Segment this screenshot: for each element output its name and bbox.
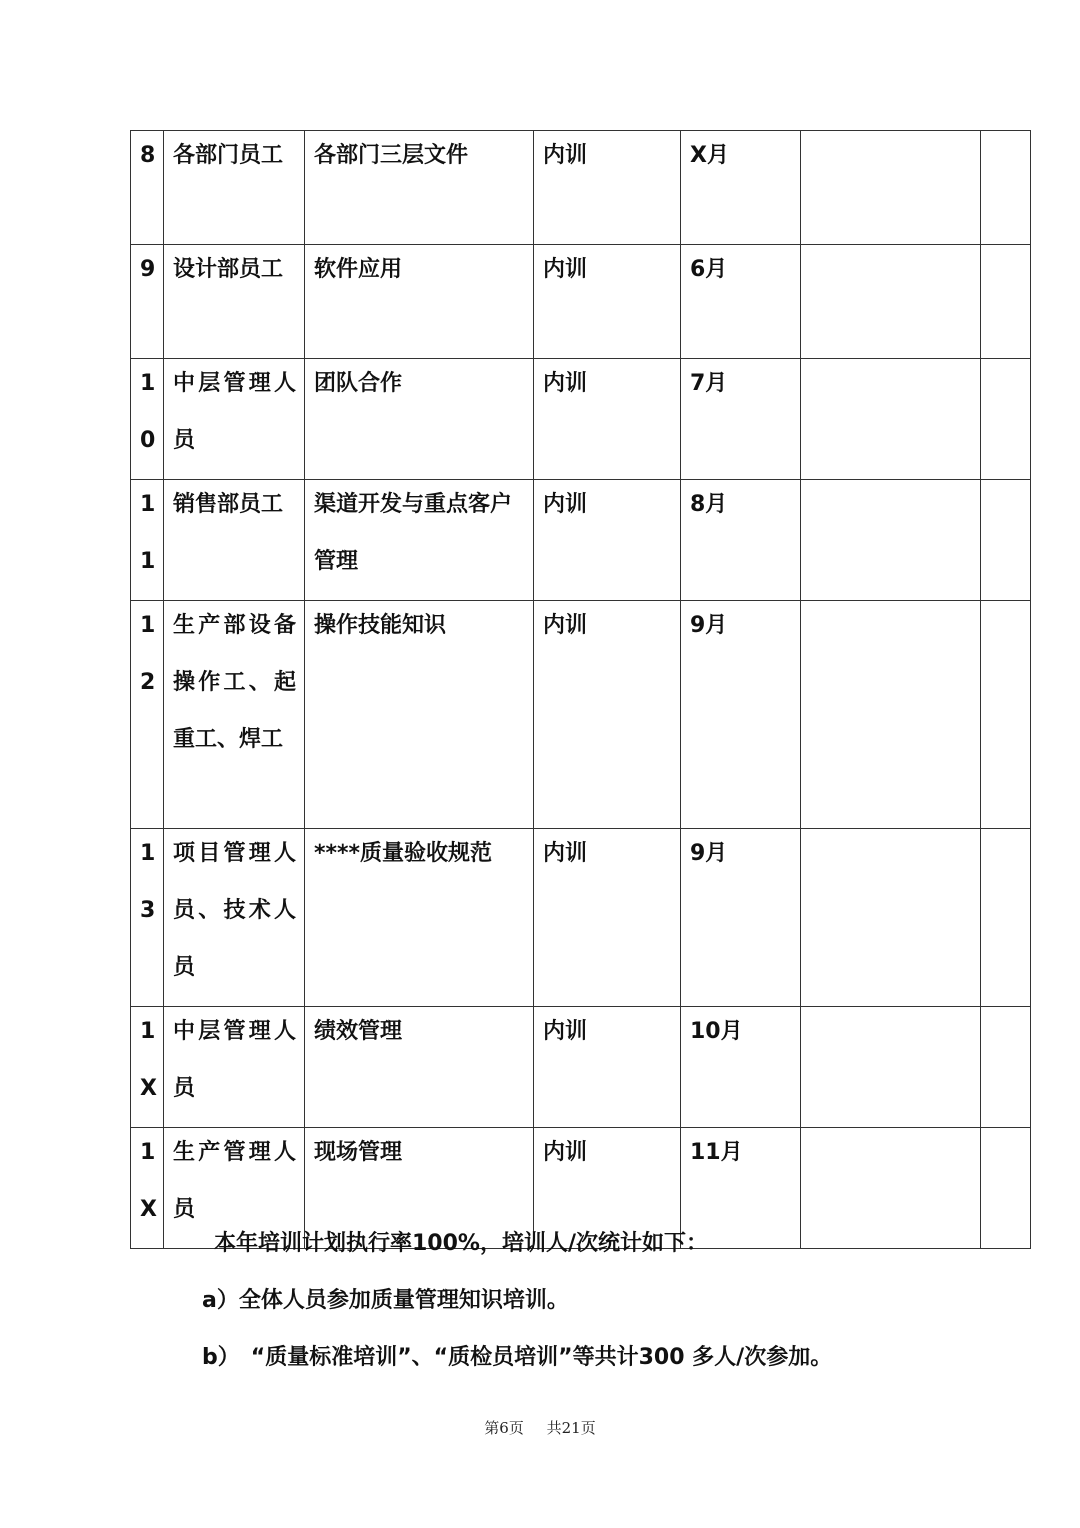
row-number-cell <box>131 601 164 829</box>
row-number-cell-text: 8 <box>140 143 156 168</box>
participants-cell-text: 生产管理人员 <box>173 1140 296 1222</box>
topic-cell-text: 各部门三层文件 <box>314 143 469 168</box>
empty-cell <box>801 359 981 480</box>
table-row <box>131 1007 1031 1128</box>
topic-cell-text: 绩效管理 <box>314 1019 403 1044</box>
month-cell-text: 9月 <box>690 841 728 866</box>
row-number-cell <box>131 480 164 601</box>
empty-cell <box>981 1007 1031 1128</box>
empty-cell <box>981 601 1031 829</box>
page-total: 共21页 <box>546 1419 596 1437</box>
participants-cell <box>164 1007 305 1128</box>
month-cell <box>681 245 801 359</box>
list-item-a: a）全体人员参加质量管理知识培训。 <box>202 1288 569 1313</box>
empty-cell <box>981 1128 1031 1249</box>
training-type-cell-text: 内训 <box>543 371 588 396</box>
participants-cell <box>164 359 305 480</box>
month-cell-text: X月 <box>690 143 729 168</box>
participants-cell-text: 各部门员工 <box>173 143 284 168</box>
row-number-cell-text: 1X <box>140 1140 157 1222</box>
participants-cell-text: 中层管理人员 <box>173 1019 296 1101</box>
participants-cell <box>164 480 305 601</box>
participants-cell-text: 项目管理人员、技术人员 <box>173 841 296 980</box>
training-type-cell-text: 内训 <box>543 492 588 517</box>
participants-cell <box>164 131 305 245</box>
row-number-cell-text: 11 <box>140 492 156 574</box>
page-number: 第6页 <box>484 1419 524 1437</box>
empty-cell <box>981 245 1031 359</box>
page-footer <box>0 1417 1080 1438</box>
topic-cell <box>305 359 534 480</box>
training-type-cell <box>534 829 681 1007</box>
row-number-cell <box>131 1128 164 1249</box>
table-body <box>131 131 1031 1249</box>
empty-cell <box>801 245 981 359</box>
topic-cell-text: 软件应用 <box>314 257 403 282</box>
month-cell-text: 10月 <box>690 1019 743 1044</box>
row-number-cell <box>131 359 164 480</box>
month-cell-text: 7月 <box>690 371 728 396</box>
participants-cell <box>164 245 305 359</box>
topic-cell <box>305 245 534 359</box>
row-number-cell-text: 1X <box>140 1019 157 1101</box>
table-row <box>131 245 1031 359</box>
table-row <box>131 601 1031 829</box>
month-cell <box>681 1007 801 1128</box>
list-item-b: b） “质量标准培训”、“质检员培训”等共计300 多人/次参加。 <box>202 1345 833 1370</box>
training-type-cell-text: 内训 <box>543 841 588 866</box>
participants-cell-text: 中层管理人员 <box>173 371 296 453</box>
topic-cell <box>305 131 534 245</box>
training-type-cell-text: 内训 <box>543 143 588 168</box>
row-number-cell-text: 10 <box>140 371 156 453</box>
training-type-cell-text: 内训 <box>543 257 588 282</box>
topic-cell-text: ****质量验收规范 <box>314 841 493 866</box>
topic-cell <box>305 480 534 601</box>
training-type-cell <box>534 359 681 480</box>
training-plan-table <box>130 130 1031 1249</box>
table-row <box>131 829 1031 1007</box>
month-cell <box>681 359 801 480</box>
topic-cell-text: 渠道开发与重点客户管理 <box>314 492 513 574</box>
participants-cell-text: 销售部员工 <box>173 492 284 517</box>
empty-cell <box>801 829 981 1007</box>
topic-cell <box>305 601 534 829</box>
topic-cell-text: 现场管理 <box>314 1140 403 1165</box>
training-type-cell-text: 内训 <box>543 613 588 638</box>
empty-cell <box>801 480 981 601</box>
empty-cell <box>981 359 1031 480</box>
topic-cell <box>305 829 534 1007</box>
empty-cell <box>981 480 1031 601</box>
month-cell <box>681 601 801 829</box>
training-type-cell <box>534 480 681 601</box>
row-number-cell-text: 9 <box>140 257 156 282</box>
month-cell-text: 6月 <box>690 257 728 282</box>
training-type-cell-text: 内训 <box>543 1019 588 1044</box>
participants-cell-text: 生产部设备操作工、起重工、焊工 <box>173 613 296 752</box>
month-cell <box>681 829 801 1007</box>
month-cell-text: 9月 <box>690 613 728 638</box>
month-cell <box>681 480 801 601</box>
training-type-cell <box>534 601 681 829</box>
empty-cell <box>801 1007 981 1128</box>
empty-cell <box>801 601 981 829</box>
training-type-cell-text: 内训 <box>543 1140 588 1165</box>
row-number-cell <box>131 1007 164 1128</box>
row-number-cell-text: 13 <box>140 841 156 923</box>
topic-cell <box>305 1007 534 1128</box>
empty-cell <box>801 131 981 245</box>
row-number-cell <box>131 245 164 359</box>
training-type-cell <box>534 131 681 245</box>
month-cell-text: 11月 <box>690 1140 743 1165</box>
row-number-cell-text: 12 <box>140 613 156 695</box>
month-cell <box>681 131 801 245</box>
participants-cell <box>164 829 305 1007</box>
row-number-cell <box>131 131 164 245</box>
topic-cell-text: 团队合作 <box>314 371 403 396</box>
empty-cell <box>981 131 1031 245</box>
topic-cell-text: 操作技能知识 <box>314 613 447 638</box>
empty-cell <box>801 1128 981 1249</box>
training-type-cell <box>534 1007 681 1128</box>
empty-cell <box>981 829 1031 1007</box>
participants-cell <box>164 601 305 829</box>
row-number-cell <box>131 829 164 1007</box>
training-type-cell <box>534 245 681 359</box>
table-row <box>131 480 1031 601</box>
summary-line: 本年培训计划执行率100%，培训人/次统计如下： <box>214 1231 709 1256</box>
participants-cell-text: 设计部员工 <box>173 257 284 282</box>
table-row <box>131 359 1031 480</box>
month-cell-text: 8月 <box>690 492 728 517</box>
table-row <box>131 131 1031 245</box>
